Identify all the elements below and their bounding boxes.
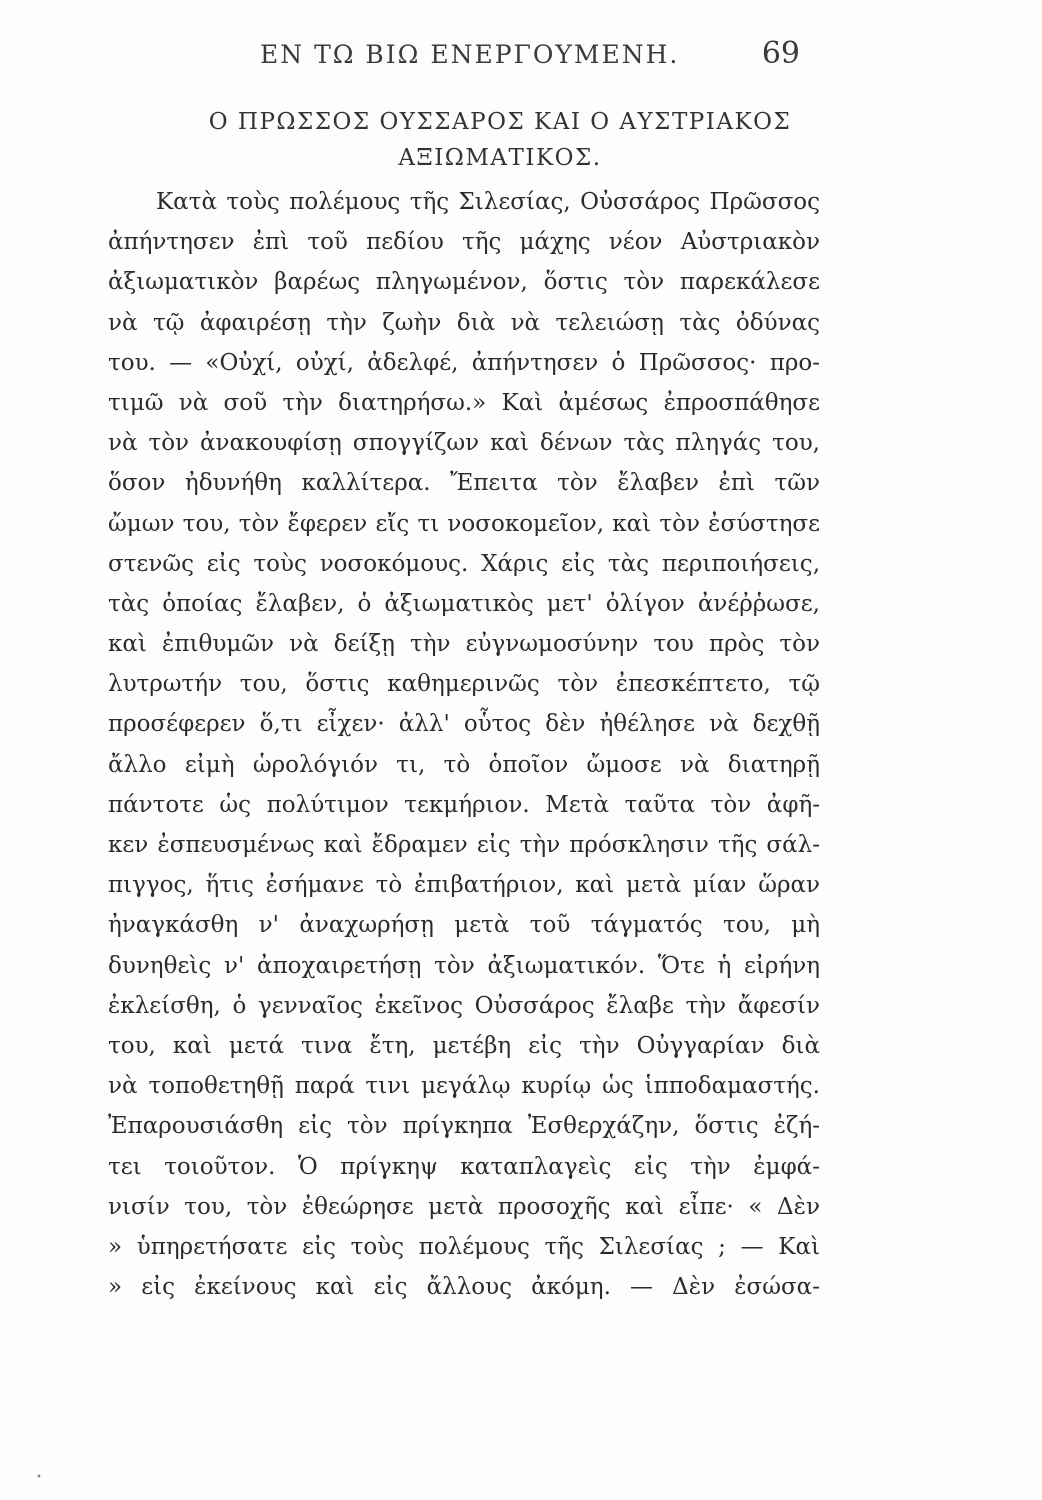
article-title-line-1: Ο ΠΡΩΣΣΟΣ ΟΥΣΣΑΡΟΣ ΚΑΙ Ο ΑΥΣΤΡΙΑΚΟΣ: [208, 109, 792, 135]
text-line: ἐκλείσθη, ὁ γενναῖος ἐκεῖνος Οὐσσάρος ἔλαβε τὴν ἄφεσίν: [108, 992, 820, 1019]
text-line: του. — «Οὐχί, οὐχί, ἀδελφέ, ἀπήντησεν ὁ Πρῶσσος· προ-: [108, 349, 820, 376]
running-head-title: ΕΝ ΤΩ ΒΙΩ ΕΝΕΡΓΟΥΜΕΝΗ.: [260, 40, 680, 69]
text-line: καὶ ἐπιθυμῶν νὰ δείξῃ τὴν εὐγνωμοσύνην του πρὸς τὸν: [108, 631, 820, 658]
text-line: πάντοτε ὡς πολύτιμον τεκμήριον. Μετὰ ταῦτα τὸν ἀφῆ-: [108, 791, 820, 818]
text-line: πιγγος, ἥτις ἐσήμανε τὸ ἐπιβατήριον, καὶ μετὰ μίαν ὥραν: [108, 872, 820, 899]
text-line: δυνηθεὶς ν' ἀποχαιρετήσῃ τὸν ἀξιωματικόν. Ὅτε ἡ εἰρήνη: [108, 952, 820, 979]
text-line: ὅσον ἠδυνήθη καλλίτερα. Ἔπειτα τὸν ἔλαβεν ἐπὶ τῶν: [108, 470, 820, 497]
text-line: κεν ἐσπευσμένως καὶ ἔδραμεν εἰς τὴν πρόσκλησιν τῆς σάλ-: [108, 832, 820, 858]
text-line: νισίν του, τὸν ἐθεώρησε μετὰ προσοχῆς καὶ εἶπε· « Δὲν: [108, 1193, 820, 1220]
text-line: νὰ τὸν ἀνακουφίσῃ σπογγίζων καὶ δένων τὰς πληγάς του,: [108, 430, 820, 457]
text-line: ὤμων του, τὸν ἔφερεν εἴς τι νοσοκομεῖον, καὶ τὸν ἐσύστησε: [108, 510, 820, 537]
running-head: [260, 36, 800, 80]
text-line: τὰς ὁποίας ἔλαβεν, ὁ ἀξιωματικὸς μετ' ὀλίγον ἀνέῤῥωσε,: [108, 590, 820, 617]
text-line: λυτρωτήν του, ὅστις καθημερινῶς τὸν ἐπεσκέπτετο, τῷ: [108, 671, 820, 698]
text-line: ἀπήντησεν ἐπὶ τοῦ πεδίου τῆς μάχης νέον Αὐστριακὸν: [108, 229, 820, 256]
text-line: τιμῶ νὰ σοῦ τὴν διατηρήσω.» Καὶ ἀμέσως ἐπροσπάθησε: [108, 389, 820, 416]
text-line: νὰ τῷ ἀφαιρέσῃ τὴν ζωὴν διὰ νὰ τελειώσῃ τὰς ὀδύνας: [108, 309, 820, 336]
text-line: στενῶς εἰς τοὺς νοσοκόμους. Χάρις εἰς τὰς περιποιήσεις,: [108, 550, 820, 577]
text-line: Κατὰ τοὺς πολέμους τῆς Σιλεσίας, Οὐσσάρος Πρῶσσος: [156, 189, 820, 215]
text-line: ἀξιωματικὸν βαρέως πληγωμένον, ὅστις τὸν παρεκάλεσε: [108, 269, 820, 296]
page-number: 69: [761, 36, 800, 71]
text-line: νὰ τοποθετηθῇ παρά τινι μεγάλῳ κυρίῳ ὡς ἱπποδαμαστής.: [108, 1073, 820, 1100]
text-line: » ὑπηρετήσατε εἰς τοὺς πολέμους τῆς Σιλεσίας ; — Καὶ: [108, 1233, 820, 1260]
text-line: ἠναγκάσθη ν' ἀναχωρήσῃ μετὰ τοῦ τάγματός του, μὴ: [108, 912, 820, 939]
text-line: τει τοιοῦτον. Ὁ πρίγκηψ καταπλαγεὶς εἰς τὴν ἐμφά-: [108, 1153, 820, 1180]
text-line: Ἐπαρουσιάσθη εἰς τὸν πρίγκηπα Ἐσθερχάζην, ὅστις ἐζή-: [108, 1113, 820, 1140]
text-line: ἄλλο εἰμὴ ὡρολόγιόν τι, τὸ ὁποῖον ὤμοσε νὰ διατηρῇ: [108, 751, 820, 778]
article-title-line-2: ΑΞΙΩΜΑΤΙΚΟΣ.: [398, 145, 602, 171]
text-line: προσέφερεν ὅ,τι εἶχεν· ἀλλ' οὗτος δὲν ἠθέλησε νὰ δεχθῇ: [108, 711, 820, 738]
article-title: [150, 104, 850, 176]
print-speck: •: [36, 1472, 42, 1483]
body-text: [108, 182, 820, 1307]
text-line: » εἰς ἐκείνους καὶ εἰς ἄλλους ἀκόμη. — Δὲν ἐσώσα-: [108, 1274, 820, 1301]
text-line: του, καὶ μετά τινα ἔτη, μετέβη εἰς τὴν Οὐγγαρίαν διὰ: [108, 1032, 820, 1059]
